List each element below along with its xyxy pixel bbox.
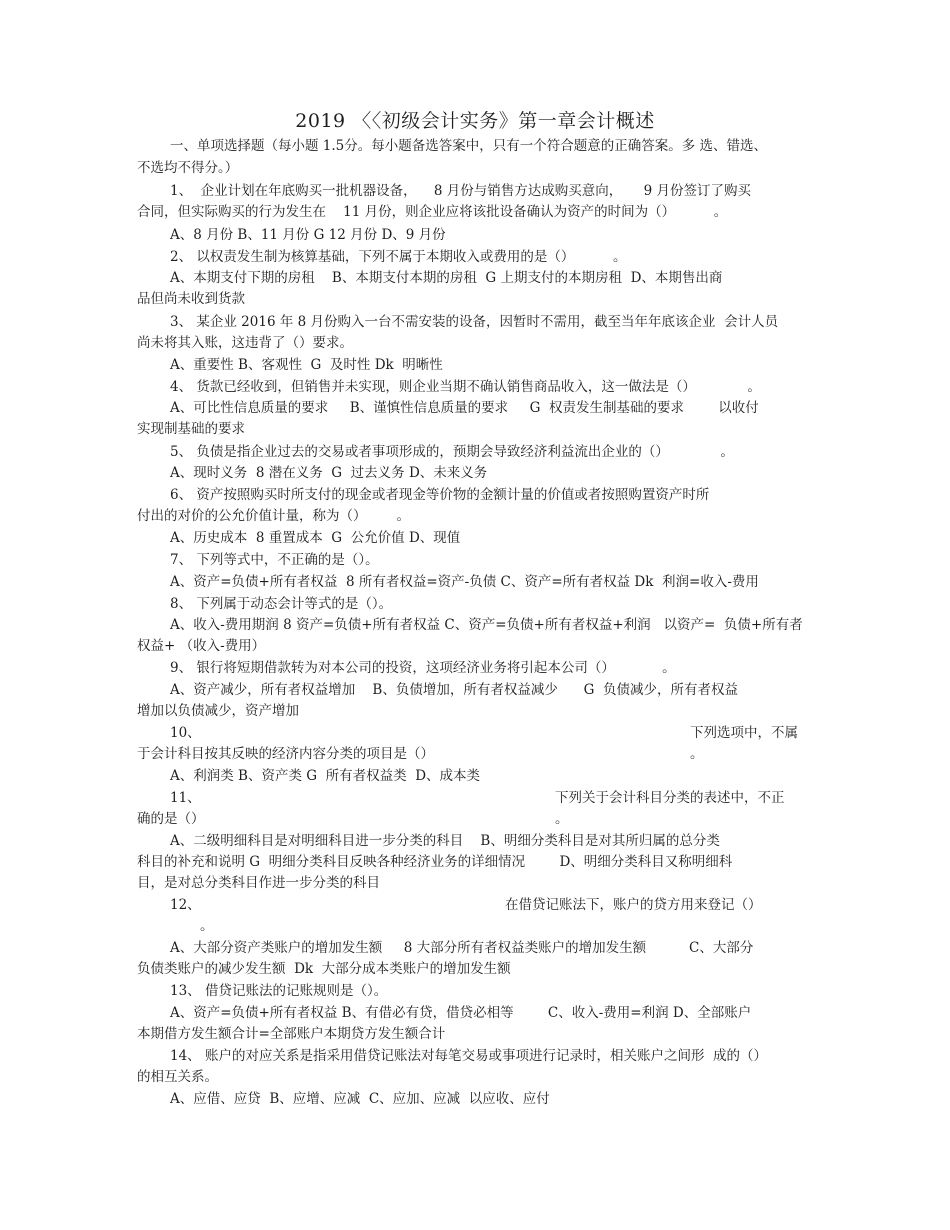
question-14-cont: 的相互关系。 <box>137 1069 218 1085</box>
question-9: 9、 银行将短期借款转为对本公司的投资，这项经济业务将引起本公司（） 。 <box>170 660 676 676</box>
question-6-cont: 付出的对价的公允价值计量，称为（） 。 <box>137 508 411 524</box>
section-header-cont: 不选均不得分。） <box>137 160 239 176</box>
question-12-number: 12、 <box>170 897 201 913</box>
question-2: 2、 以权责发生制为核算基础，下列不属于本期收入或费用的是（） 。 <box>170 249 627 265</box>
question-12-end: 。 <box>200 918 214 934</box>
question-2-options-cont: 品但尚未收到货款 <box>137 291 245 307</box>
question-11-cont: 确的是（） <box>137 811 205 827</box>
question-7-options: A、资产=负债+所有者权益 8 所有者权益=资产-负债 C、资产=所有者权益 Dk 利润=收入-费用 <box>170 574 759 590</box>
question-4-options: A、可比性信息质量的要求 B、谨慎性信息质量的要求 G 权责发生制基础的要求 以收付 <box>170 400 759 416</box>
question-3: 3、 某企业 2016 年 8 月份购入一台不需安装的设备，因暂时不需用，截至当年年底该企业 会计人员 <box>170 314 779 330</box>
question-12-text: 在借贷记账法下，账户的贷方用来登记（） <box>505 897 762 913</box>
question-8-options-cont: 权益+ （收入-费用） <box>137 638 266 654</box>
question-3-options: A、重要性 B、客观性 G 及时性 Dk 明晰性 <box>170 357 443 373</box>
question-1-options: A、8 月份 B、11 月份 G 12 月份 D、9 月份 <box>170 227 446 243</box>
question-9-options: A、资产减少，所有者权益增加 B、负债增加，所有者权益减少 G 负债减少，所有者权益 <box>170 682 738 698</box>
question-10-number: 10、 <box>170 725 201 741</box>
question-12-options: A、大部分资产类账户的增加发生额 8 大部分所有者权益类账户的增加发生额 C、大部分 <box>170 940 754 956</box>
question-11-number: 11、 <box>170 790 201 806</box>
question-8: 8、 下列属于动态会计等式的是（）。 <box>170 596 393 612</box>
question-8-options: A、收入-费用期润 8 资产=负债+所有者权益 C、资产=负债+所有者权益+利润 以资产= 负债+所有者 <box>170 617 803 633</box>
question-1-cont: 合同，但实际购买的行为发生在 11 月份，则企业应将该批设备确认为资产的时间为（） 。 <box>137 204 728 220</box>
question-6: 6、 资产按照购买时所支付的现金或者现金等价物的金额计量的价值或者按照购置资产时所 <box>170 487 710 503</box>
question-13: 13、 借贷记账法的记账规则是（）。 <box>170 983 388 999</box>
question-14: 14、 账户的对应关系是指采用借贷记账法对每笔交易或事项进行记录时，相关账户之间形 成的（） <box>170 1048 768 1064</box>
question-11-options: A、二级明细科目是对明细科目进一步分类的科目 B、明细分类科目是对其所归属的总分类 <box>170 833 720 849</box>
question-11-text: 下列关于会计科目分类的表述中，不正 <box>555 790 785 806</box>
question-13-options: A、资产=负债+所有者权益 B、有借必有贷，借贷必相等 C、收入-费用=利润 D、全部账户 <box>170 1005 752 1021</box>
question-14-options: A、应借、应贷 B、应增、应减 C、应加、应减 以应收、应付 <box>170 1091 550 1107</box>
question-11-options-cont: 科目的补充和说明 G 明细分类科目反映各种经济业务的详细情况 D、明细分类科目又称明细科 <box>137 854 733 870</box>
question-13-options-cont: 本期借方发生额合计=全部账户本期贷方发生额合计 <box>137 1026 446 1042</box>
question-1: 1、 企业计划在年底购买一批机器设备， 8 月份与销售方达成购买意向， 9 月份签订了购买 <box>170 183 752 199</box>
question-9-options-cont: 增加以负债减少，资产增加 <box>137 703 299 719</box>
page-title: 2019 〈〈初级会计实务》第一章会计概述 <box>295 110 655 132</box>
question-4: 4、 货款已经收到，但销售并未实现，则企业当期不确认销售商品收入，这一做法是（） 。 <box>170 379 761 395</box>
question-5: 5、 负债是指企业过去的交易或者事项形成的，预期会导致经济利益流出企业的（） 。 <box>170 444 734 460</box>
question-11-end: 。 <box>555 811 569 827</box>
question-12-options-cont: 负债类账户的减少发生额 Dk 大部分成本类账户的增加发生额 <box>137 961 511 977</box>
question-2-options: A、本期支付下期的房租 B、本期支付本期的房租 G 上期支付的本期房租 D、本期售出商 <box>170 270 723 286</box>
question-10-end: 。 <box>690 746 704 762</box>
question-11-options-cont-2: 目，是对总分类科目作进一步分类的科目 <box>137 875 380 891</box>
question-10-cont: 于会计科目按其反映的经济内容分类的项目是（） <box>137 746 434 762</box>
question-5-options: A、现时义务 8 潜在义务 G 过去义务 D、未来义务 <box>170 465 488 481</box>
question-4-options-cont: 实现制基础的要求 <box>137 421 245 437</box>
question-10-options: A、利润类 B、资产类 G 所有者权益类 D、成本类 <box>170 768 481 784</box>
section-header: 一、单项选择题（每小题 1.5分。每小题备选答案中，只有一个符合题意的正确答案。多 选、错选、 <box>170 138 768 154</box>
question-6-options: A、历史成本 8 重置成本 G 公允价值 D、现值 <box>170 530 461 546</box>
question-3-cont: 尚未将其入账，这违背了（）要求。 <box>137 335 353 351</box>
question-7: 7、 下列等式中，不正确的是（）。 <box>170 552 379 568</box>
question-10-text: 下列选项中，不属 <box>690 725 798 741</box>
